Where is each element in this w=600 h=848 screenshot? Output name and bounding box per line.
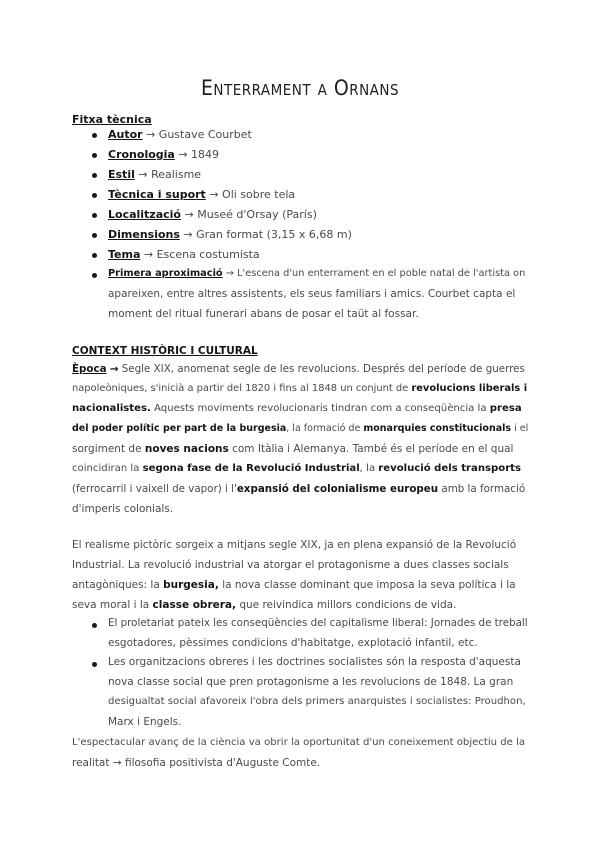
aproximacio-line-3: moment del ritual funerari abans de posar el taüt al fossar. [108, 308, 419, 320]
bullet-icon [92, 230, 100, 238]
context-bullet-2-line-2: nova classe social que pren protagonisme a les revolucions de 1848. La gran [108, 676, 514, 688]
context-bullet-1-line-2: esgotadores, pèssimes condicions d'habitatge, explotació infantil, etc. [108, 637, 478, 649]
fitxa-item-dimensions: Dimensions → Gran format (3,15 x 6,68 m) [108, 228, 352, 241]
context-bullet-2-line-1: Les organitzacions obreres i les doctrines socialistes són la resposta d'aquesta [108, 656, 521, 668]
context-p2-line-1: El realisme pictòric sorgeix a mitjans segle XIX, ja en plena expansió de la Revolució [72, 539, 517, 551]
fitxa-item-estil: Estil → Realisme [108, 168, 202, 181]
bullet-icon [92, 270, 100, 278]
context-p1-line-4: del poder polític per part de la burgesia, la formació de monarquies constitucionals i el [72, 423, 529, 434]
context-p1-line-2: napoleòniques, s'inicià a partir del 1820 i fins al 1848 un conjunt de revolucions liberals i [72, 383, 528, 394]
context-heading: CONTEXT HISTÒRIC I CULTURAL [72, 345, 258, 357]
fitxa-item-localitzacio: Localització → Museé d'Orsay (París) [108, 208, 317, 221]
bullet-icon [92, 190, 100, 198]
fitxa-item-tema: Tema → Escena costumista [108, 248, 260, 261]
fitxa-heading: Fitxa tècnica [72, 113, 152, 126]
context-p1-line-7: (ferrocarril i vaixell de vapor) i l'expansió del colonialisme europeu amb la formació [72, 483, 526, 495]
context-p1-line-6: coincidiran la segona fase de la Revolució Industrial, la revolució dels transports [72, 463, 522, 474]
context-p2-line-2: Industrial. La revolució industrial va atorgar el protagonisme a dues classes socials [72, 559, 509, 571]
bullet-icon [92, 620, 100, 628]
page-title: Enterrament a Ornans [200, 76, 400, 100]
bullet-icon [92, 210, 100, 218]
bullet-icon [92, 150, 100, 158]
aproximacio-line-2: apareixen, entre altres assistents, els seus familiars i amics. Courbet capta el [108, 288, 516, 300]
context-p1-line-1: Època → Segle XIX, anomenat segle de les revolucions. Després del període de guerres [72, 363, 525, 375]
bullet-icon [92, 170, 100, 178]
context-bullet-2-line-3: desigualtat social afavoreix l'obra dels primers anarquistes i socialistes: Proudhon, [108, 696, 526, 707]
context-p2-line-3: antagòniques: la burgesia, la nova classe dominant que imposa la seva política i la [72, 579, 516, 591]
bullet-icon [92, 130, 100, 138]
context-p3-line-1: L'espectacular avanç de la ciència va obrir la oportunitat d'un coneixement objectiu de la [72, 737, 526, 748]
fitxa-item-autor: Autor → Gustave Courbet [108, 128, 252, 141]
fitxa-item-tecnica: Tècnica i suport → Oli sobre tela [108, 188, 296, 201]
context-p2-line-4: seva moral i la classe obrera, que reivindica millors condicions de vida. [72, 599, 457, 611]
context-p1-line-8: d'imperis colonials. [72, 503, 174, 515]
fitxa-item-cronologia: Cronologia → 1849 [108, 148, 220, 161]
context-p1-line-5: sorgiment de noves nacions com Itàlia i Alemanya. També és el període en el qual [72, 443, 514, 455]
context-bullet-2-line-4: Marx i Engels. [108, 716, 182, 728]
context-p3-line-2: realitat → filosofia positivista d'Auguste Comte. [72, 757, 321, 769]
bullet-icon [92, 250, 100, 258]
context-p1-line-3: nacionalistes. Aquests moviments revolucionaris tindran com a conseqüència la presa [72, 403, 522, 414]
context-bullet-1-line-1: El proletariat pateix les conseqüències del capitalisme liberal: Jornades de treball [108, 617, 528, 629]
fitxa-item-aproximacio: Primera aproximació → L'escena d'un enterrament en el poble natal de l'artista on [108, 268, 526, 279]
bullet-icon [92, 659, 100, 667]
